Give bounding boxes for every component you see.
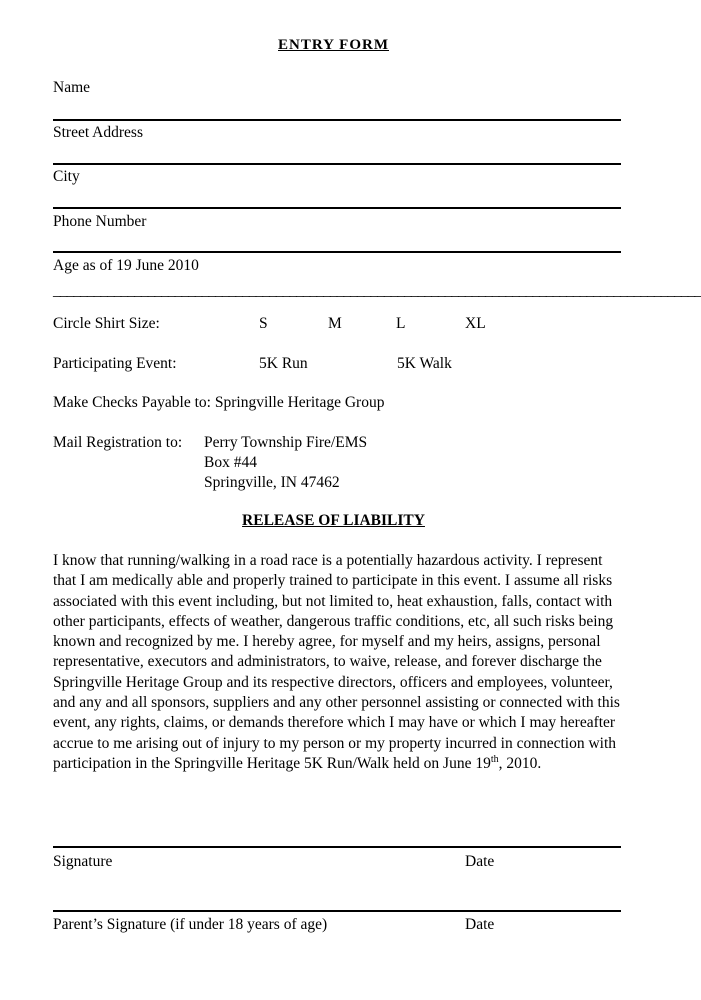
phone-label: Phone Number [53,213,147,230]
shirt-size-l[interactable]: L [396,315,406,332]
age-label: Age as of 19 June 2010 [53,257,199,274]
phone-line[interactable] [53,251,621,253]
parent-signature-line[interactable] [53,910,621,912]
release-text-end: , 2010. [498,754,542,772]
event-5k-run[interactable]: 5K Run [259,355,308,372]
release-text [53,551,628,774]
age-line[interactable]: ________________________________________________________________________________________________ [53,282,701,299]
release-title: RELEASE OF LIABILITY [242,512,425,529]
street-address-line[interactable] [53,163,621,165]
city-label: City [53,168,80,185]
mail-line-3: Springville, IN 47462 [204,474,340,491]
mail-line-1: Perry Township Fire/EMS [204,434,368,451]
parent-signature-label: Parent’s Signature (if under 18 years of age) [53,916,328,933]
city-line[interactable] [53,207,621,209]
name-label: Name [53,79,91,96]
mail-label: Mail Registration to: [53,434,183,451]
street-address-label: Street Address [53,124,143,141]
shirt-size-m[interactable]: M [328,315,342,332]
event-label: Participating Event: [53,355,177,372]
release-text-main: I know that running/walking in a road race is a potentially hazardous activity. I represent that I am medically able and properly trained to participate in this event. I assume all risks associated with this event including, but not limited to, heat exhaustion, falls, contact with other participants, effects of weather, dangerous traffic conditions, etc, all such risks being known and recognized by me. I hereby agree, for myself and my heirs, assigns, personal representative, executors and administrators, to waive, release, and forever discharge the Springville Heritage Group and its respective directors, officers and employees, volunteer, and any and all sponsors, suppliers and any other personnel assisting or connected with this event, any rights, claims, or demands therefore which I may have or which I may hereafter accrue to me arising out of injury to my person or my property incurred in connection with participation in the Springville Heritage 5K Run/Walk held on June 19 [53,552,620,772]
mail-line-2: Box #44 [204,454,257,471]
shirt-size-s[interactable]: S [259,315,268,332]
parent-signature-date-label: Date [465,916,495,933]
shirt-size-label: Circle Shirt Size: [53,315,160,332]
checks-payable: Make Checks Payable to: Springville Heritage Group [53,394,385,411]
shirt-size-xl[interactable]: XL [465,315,486,332]
signature-line[interactable] [53,846,621,848]
event-5k-walk[interactable]: 5K Walk [397,355,452,372]
form-title: ENTRY FORM [278,37,389,53]
name-line[interactable] [53,119,621,121]
signature-date-label: Date [465,853,495,870]
release-text-sup: th [490,753,499,765]
signature-label: Signature [53,853,113,870]
